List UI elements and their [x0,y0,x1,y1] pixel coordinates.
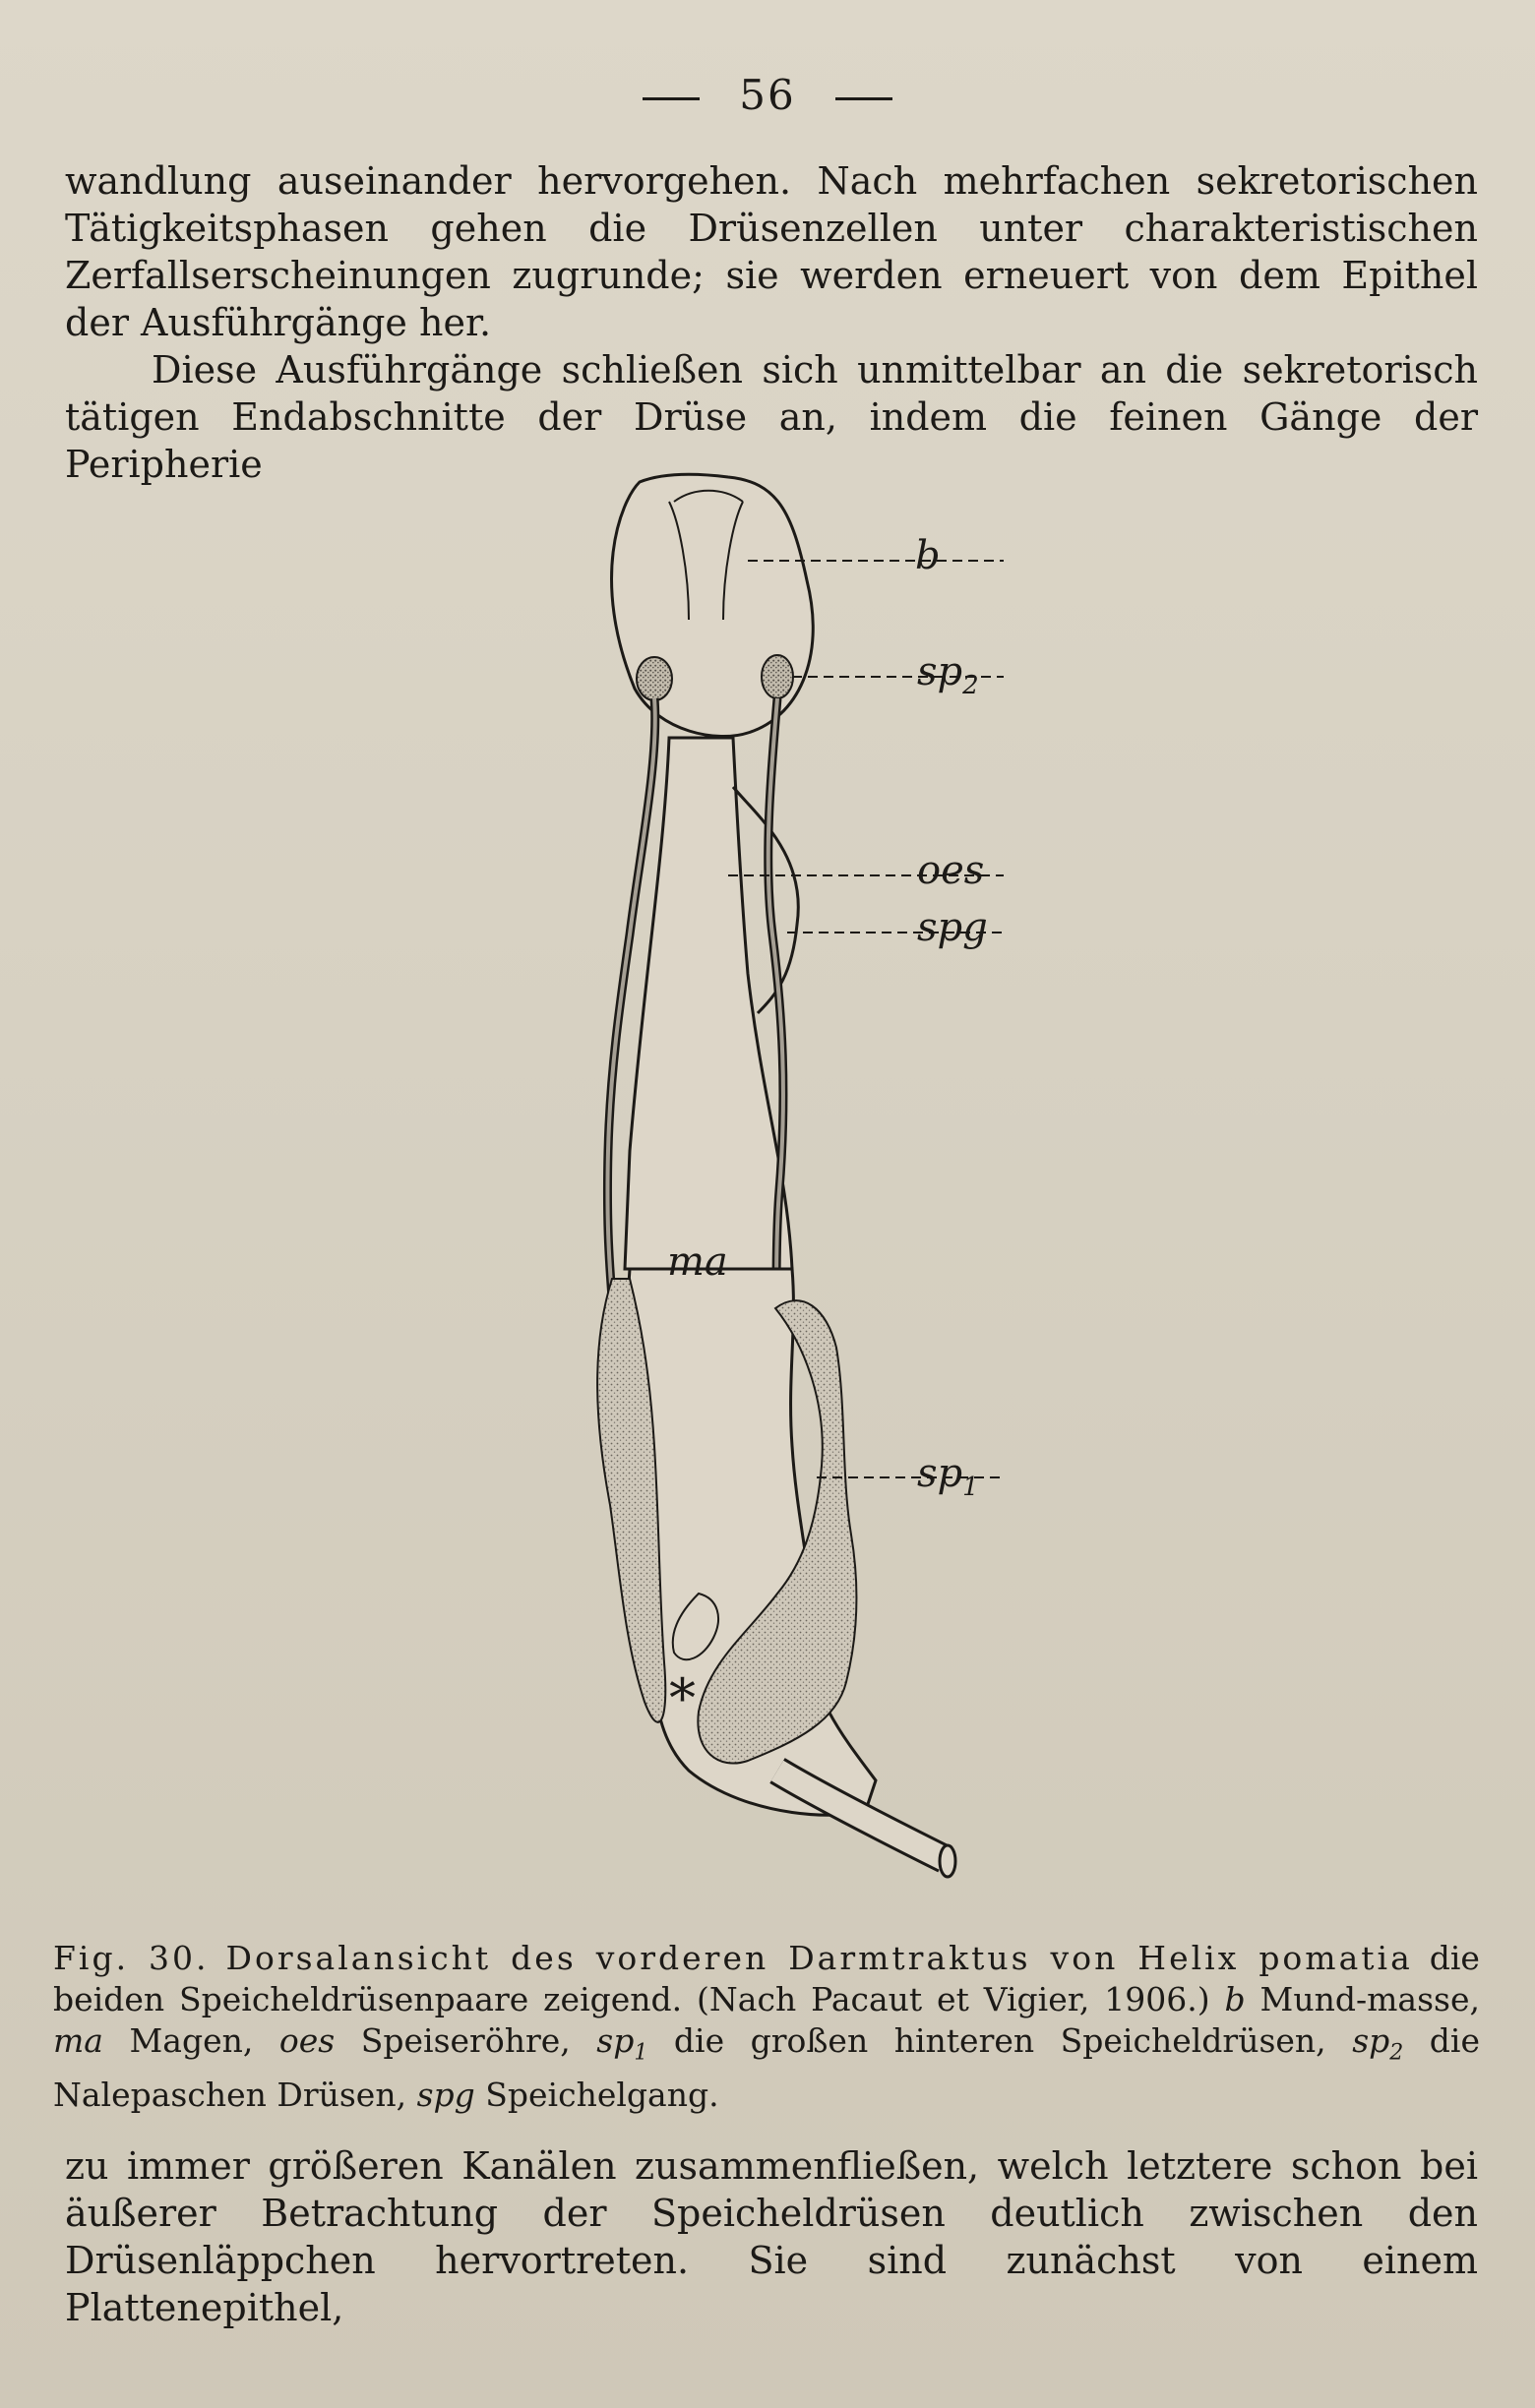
anatomical-figure [551,462,1063,1938]
paragraph-1: wandlung auseinander hervorgehen. Nach mehrfachen sekretorischen Tätigkeitsphasen gehen die Drüsenzellen unter charakteristischen Zerfallserscheinungen zugrunde; sie werden erneuert von dem Epithel der Ausführgänge her. [65,159,1478,344]
caption-sp2-abbr: $sp_2$ [1352,2021,1404,2066]
digestive-tract-drawing [551,462,1063,1938]
caption-spg-desc: Speichelgang. [485,2075,719,2114]
paragraph-2: Diese Ausführgänge schließen sich unmittelbar an die sekretorisch tätigen Endabschnitte der Drüse an, indem die feinen Gänge der Peripherie [65,348,1478,486]
page-number-dash-left [643,97,700,100]
figure-caption [53,1938,1480,2116]
caption-spg-abbr: spg [416,2075,475,2114]
top-text-block [65,157,1478,488]
caption-sp1-abbr: $sp_1$ [596,2021,648,2066]
caption-sp1-desc: die großen hinteren Speicheldrüsen, [673,2021,1326,2060]
nalepa-gland-right [762,655,793,698]
page-number-dash-right [835,97,892,100]
nalepa-gland-left [637,657,672,700]
caption-fig-label: Fig. 30. [53,1939,210,1977]
caption-title: Dorsalansicht des vorderen Darmtraktus von Helix pomatia [225,1939,1413,1977]
caption-b-desc: Mund-masse, [1259,1980,1480,2018]
label-spg: spg [917,905,988,950]
caption-sp2-desc: die Nalepaschen Drüsen, [53,2021,1480,2114]
caption-line2: die beiden Speicheldrüsenpaare zeigend. (Nach Pacaut et Vigier, 1906.) [53,1939,1480,2018]
caption-oes-desc: Speiseröhre, [360,2021,571,2060]
label-ma: ma [667,1239,728,1285]
caption-ma-desc: Magen, [129,2021,254,2060]
caption-oes-abbr: oes [278,2021,336,2060]
label-b: b [915,533,941,578]
page-number-text: 56 [739,71,796,119]
label-sp2: $sp_2$ [917,649,979,700]
caption-b-abbr: b [1224,1980,1246,2018]
page-number [0,71,1535,119]
label-star: * [669,1667,696,1729]
bottom-text-block [65,2142,1478,2331]
label-oes: oes [917,848,985,893]
intestine-end [940,1845,955,1877]
label-sp1: $sp_1$ [917,1451,979,1502]
paragraph-3: zu immer größeren Kanälen zusammenfließen, welch letztere schon bei äußerer Betrachtung der Speicheldrüsen deutlich zwischen den Drüsenläppchen hervortreten. Sie sind zunächst von einem Plattenepithel, [65,2144,1478,2329]
caption-ma-abbr: ma [53,2021,103,2060]
